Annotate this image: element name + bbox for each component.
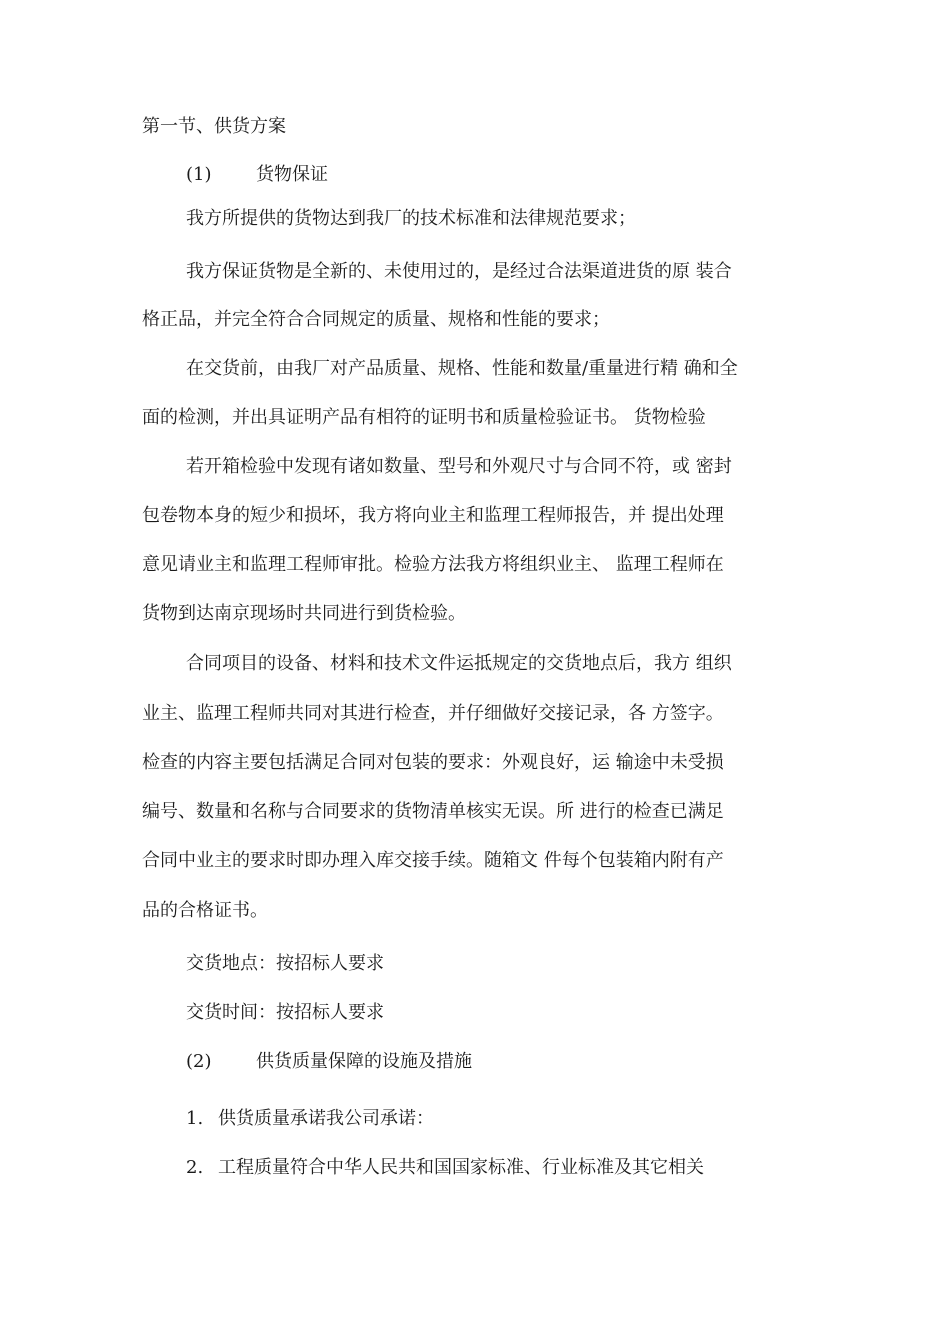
paragraph-5-line-6: 品的合格证书。 [142, 900, 268, 921]
paragraph-5-line-1: 合同项目的设备、材料和技术文件运抵规定的交货地点后，我方 组织 [186, 653, 732, 674]
heading-marker: (2) [186, 1051, 212, 1072]
list-item-number: 2. [186, 1157, 204, 1178]
paragraph-2-line-2: 格正品，并完全符合合同规定的质量、规格和性能的要求； [142, 309, 610, 330]
heading-marker: (1) [186, 164, 212, 185]
paragraph-4-line-3: 意见请业主和监理工程师审批。检验方法我方将组织业主、 监理工程师在 [142, 554, 724, 575]
paragraph-4-line-1: 若开箱检验中发现有诸如数量、型号和外观尺寸与合同不符，或 密封 [186, 456, 732, 477]
paragraph-5-line-3: 检查的内容主要包括满足合同对包装的要求：外观良好，运 输途中未受损 [142, 752, 724, 773]
list-item-text: 工程质量符合中华人民共和国国家标准、行业标准及其它相关 [218, 1157, 704, 1178]
heading-goods-guarantee [186, 163, 328, 187]
delivery-place: 交货地点：按招标人要求 [186, 953, 384, 974]
paragraph-2-line-1: 我方保证货物是全新的、未使用过的，是经过合法渠道进货的原 装合 [186, 261, 732, 282]
paragraph-3-line-1: 在交货前，由我厂对产品质量、规格、性能和数量/重量进行精 确和全 [186, 358, 738, 379]
list-item-text: 供货质量承诺我公司承诺： [218, 1108, 434, 1129]
paragraph-5-line-4: 编号、数量和名称与合同要求的货物清单核实无误。所 进行的检查已满足 [142, 801, 724, 822]
paragraph-4-line-2: 包卷物本身的短少和损坏，我方将向业主和监理工程师报告，并 提出处理 [142, 505, 724, 526]
paragraph-4-line-4: 货物到达南京现场时共同进行到货检验。 [142, 603, 466, 624]
paragraph-5-line-2: 业主、监理工程师共同对其进行检查，并仔细做好交接记录，各 方签字。 [142, 703, 724, 724]
heading-text: 供货质量保障的设施及措施 [256, 1051, 472, 1072]
list-item [186, 1156, 704, 1180]
delivery-time: 交货时间：按招标人要求 [186, 1002, 384, 1023]
heading-text: 货物保证 [256, 164, 328, 185]
paragraph-1: 我方所提供的货物达到我厂的技术标准和法律规范要求； [186, 208, 636, 229]
list-item-number: 1. [186, 1108, 204, 1129]
section-title: 第一节、供货方案 [142, 116, 286, 137]
paragraph-3-line-2: 面的检测，并出具证明产品有相符的证明书和质量检验证书。 货物检验 [142, 407, 706, 428]
paragraph-5-line-5: 合同中业主的要求时即办理入库交接手续。随箱文 件每个包装箱内附有产 [142, 850, 724, 871]
list-item [186, 1107, 434, 1131]
heading-quality-measures [186, 1050, 472, 1074]
